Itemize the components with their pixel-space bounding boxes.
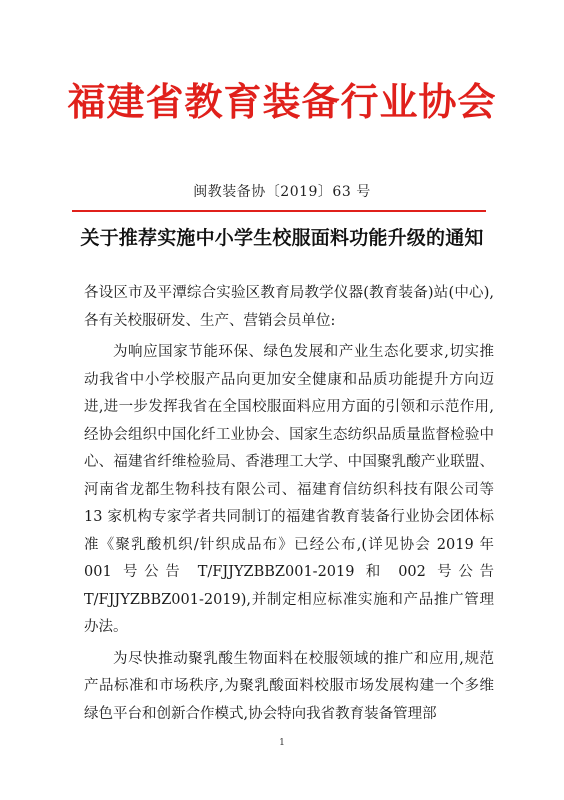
document-title: 关于推荐实施中小学生校服面料功能升级的通知 xyxy=(80,227,484,249)
document-body xyxy=(84,280,494,732)
body-paragraph-2: 为尽快推动聚乳酸生物面料在校服领域的推广和应用,规范产品标准和市场秩序,为聚乳酸面料校服市场发展构建一个多维绿色平台和创新合作模式,协会特向我省教育装备管理部 xyxy=(84,650,494,722)
body-paragraph-1: 为响应国家节能环保、绿色发展和产业生态化要求,切实推动我省中小学校服产品向更加安全健康和品质功能提升方向迈进,进一步发挥我省在全国校服面料应用方面的引领和示范作用,经协会组织中国化纤工业协会、国家生态纺织品质量监督检验中心、福建省纤维检验局、香港理工大学、中国聚乳酸产业联盟、河南省龙都生物科技有限公司、福建育信纺织科技有限公司等 13 家机构专家学者共同制订的福建省教育装备行业协会团体标准《聚乳酸机织/针织成品布》已经公布,(详见协会 2019 年 001 号公告 T/FJJYZBBZ001-2019 和 002 号公告 T/FJJYZBBZ001-2019),并制定相应标准实施和产品推广管理办法。 xyxy=(84,344,494,635)
addressee-paragraph: 各设区市及平潭综合实验区教育局教学仪器(教育装备)站(中心),各有关校服研发、生产、营销会员单位: xyxy=(84,285,494,329)
page-number: 1 xyxy=(279,738,285,748)
red-divider-line xyxy=(72,210,486,212)
organization-header: 福建省教育装备行业协会 xyxy=(67,79,497,124)
document-number: 闽教装备协〔2019〕63 号 xyxy=(193,184,371,200)
